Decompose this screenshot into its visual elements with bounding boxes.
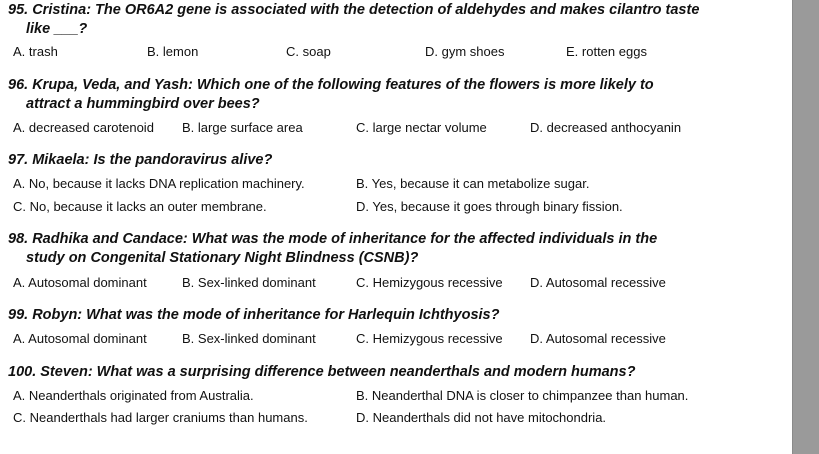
option-99-d: D. Autosomal recessive [530,331,666,346]
option-96-a: A. decreased carotenoid [13,120,154,135]
question-text-continued: attract a hummingbird over bees? [26,96,260,112]
question-text: Robyn: What was the mode of inheritance for Harlequin Ichthyosis? [32,307,500,323]
option-96-b: B. large surface area [182,120,303,135]
option-98-a: A. Autosomal dominant [13,275,147,290]
question-100 [8,363,635,382]
question-97 [8,151,272,170]
option-95-e: E. rotten eggs [566,44,647,59]
question-text: Steven: What was a surprising difference between neanderthals and modern humans? [40,364,636,380]
option-100-b: B. Neanderthal DNA is closer to chimpanzee than human. [356,388,689,403]
option-99-b: B. Sex-linked dominant [182,331,316,346]
option-99-a: A. Autosomal dominant [13,331,147,346]
question-number: 97. [8,152,29,168]
option-96-d: D. decreased anthocyanin [530,120,682,135]
option-98-d: D. Autosomal recessive [530,275,666,290]
vertical-scrollbar[interactable] [792,0,819,454]
option-100-d: D. Neanderthals did not have mitochondria. [356,410,607,425]
option-99-c: C. Hemizygous recessive [356,331,503,346]
question-number: 95. [8,2,29,18]
option-97-d: D. Yes, because it goes through binary fission. [356,199,623,214]
question-98 [8,230,657,268]
option-100-c: C. Neanderthals had larger craniums than humans. [13,410,308,425]
question-95 [8,1,699,39]
option-98-c: C. Hemizygous recessive [356,275,503,290]
option-97-b: B. Yes, because it can metabolize sugar. [356,176,590,191]
option-96-c: C. large nectar volume [356,120,487,135]
option-97-a: A. No, because it lacks DNA replication machinery. [13,176,305,191]
question-number: 96. [8,77,29,93]
question-text: Cristina: The OR6A2 gene is associated with the detection of aldehydes and makes cilantro taste [32,2,700,18]
question-number: 98. [8,231,29,247]
question-99 [8,306,499,325]
question-96 [8,76,654,114]
question-text-continued: like ___? [26,21,88,37]
question-text: Mikaela: Is the pandoravirus alive? [32,152,273,168]
question-number: 99. [8,307,29,323]
option-97-c: C. No, because it lacks an outer membrane. [13,199,267,214]
question-text: Krupa, Veda, and Yash: Which one of the following features of the flowers is more likely to [32,77,654,93]
question-number: 100. [8,364,37,380]
option-95-b: B. lemon [147,44,199,59]
option-95-c: C. soap [286,44,331,59]
option-95-a: A. trash [13,44,58,59]
question-text-continued: study on Congenital Stationary Night Blindness (CSNB)? [26,250,419,266]
option-98-b: B. Sex-linked dominant [182,275,316,290]
question-text: Radhika and Candace: What was the mode of inheritance for the affected individuals in the [32,231,658,247]
option-100-a: A. Neanderthals originated from Australia. [13,388,254,403]
option-95-d: D. gym shoes [425,44,505,59]
